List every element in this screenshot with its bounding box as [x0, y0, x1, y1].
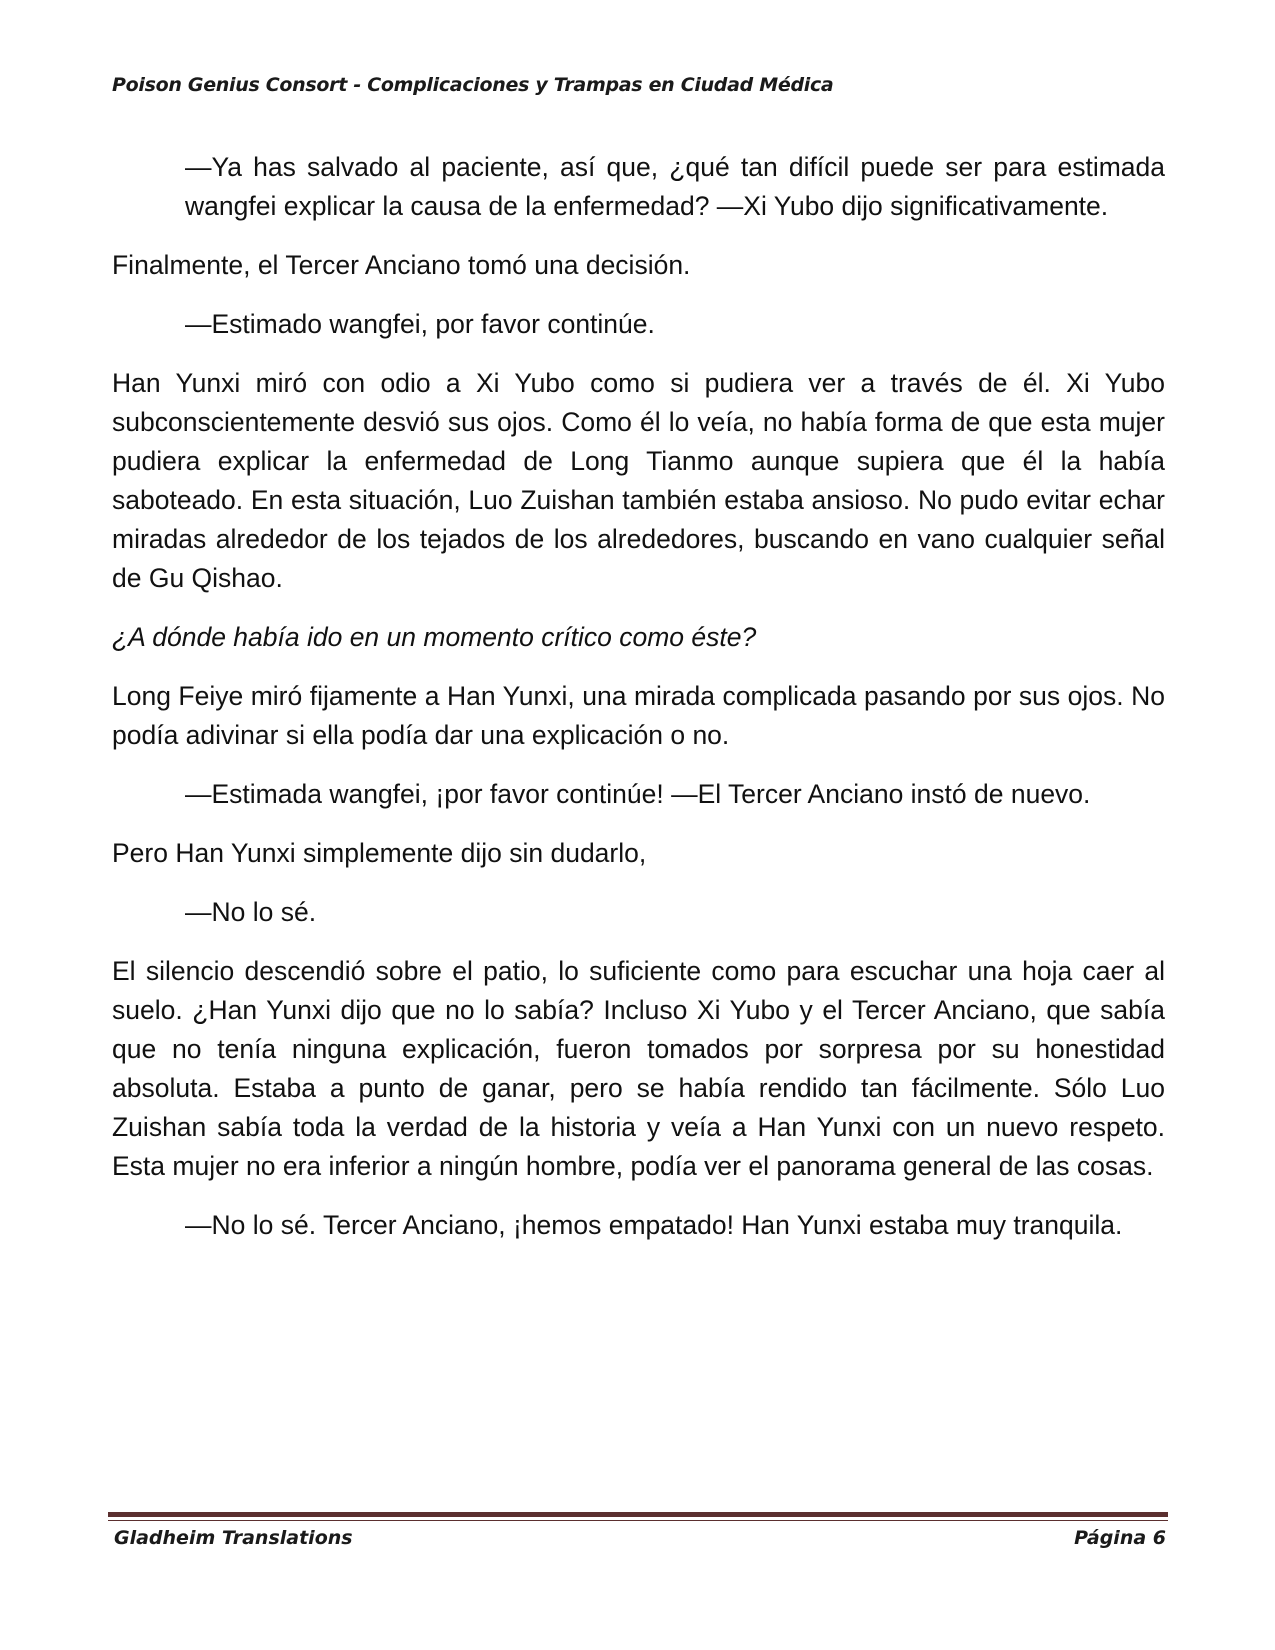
paragraph-narration: Finalmente, el Tercer Anciano tomó una decisión. [112, 250, 691, 280]
paragraph-narration: Long Feiye miró fijamente a Han Yunxi, una mirada complicada pasando por sus ojos. No podía adivinar si ella podía dar una explicación o no. [112, 681, 1165, 750]
footer-publisher: Gladheim Translations [114, 1527, 353, 1549]
paragraph-thought: ¿A dónde había ido en un momento crítico como éste? [112, 622, 757, 652]
footer-page-number: Página 6 [1074, 1527, 1166, 1549]
footer-divider-thick [108, 1512, 1168, 1517]
paragraph-dialogue: —No lo sé. [185, 897, 317, 927]
paragraph-dialogue: —Estimada wangfei, ¡por favor continúe! —El Tercer Anciano instó de nuevo. [185, 779, 1091, 809]
paragraph-dialogue: —Estimado wangfei, por favor continúe. [185, 309, 655, 339]
paragraph-dialogue: —Ya has salvado al paciente, así que, ¿qué tan difícil puede ser para estimada wangfei explicar la causa de la enfermedad? —Xi Yubo dijo significativamente. [185, 152, 1165, 221]
page-header-title: Poison Genius Consort - Complicaciones y Trampas en Ciudad Médica [112, 74, 834, 96]
document-body [112, 148, 1165, 1265]
paragraph-dialogue: —No lo sé. Tercer Anciano, ¡hemos empatado! Han Yunxi estaba muy tranquila. [185, 1210, 1123, 1240]
paragraph-narration: Pero Han Yunxi simplemente dijo sin dudarlo, [112, 838, 647, 868]
paragraph-narration: Han Yunxi miró con odio a Xi Yubo como si pudiera ver a través de él. Xi Yubo subconscientemente desvió sus ojos. Como él lo veía, no había forma de que esta mujer pudiera explicar la enfermedad de Long Tianmo aunque supiera que él la había saboteado. En esta situación, Luo Zuishan también estaba ansioso. No pudo evitar echar miradas alrededor de los tejados de los alrededores, buscando en vano cualquier señal de Gu Qishao. [112, 368, 1165, 593]
footer-divider-thin [108, 1520, 1168, 1521]
paragraph-narration: El silencio descendió sobre el patio, lo suficiente como para escuchar una hoja caer al suelo. ¿Han Yunxi dijo que no lo sabía? Incluso Xi Yubo y el Tercer Anciano, que sabía que no tenía ninguna explicación, fueron tomados por sorpresa por su honestidad absoluta. Estaba a punto de ganar, pero se había rendido tan fácilmente. Sólo Luo Zuishan sabía toda la verdad de la historia y veía a Han Yunxi con un nuevo respeto. Esta mujer no era inferior a ningún hombre, podía ver el panorama general de las cosas. [112, 956, 1165, 1181]
